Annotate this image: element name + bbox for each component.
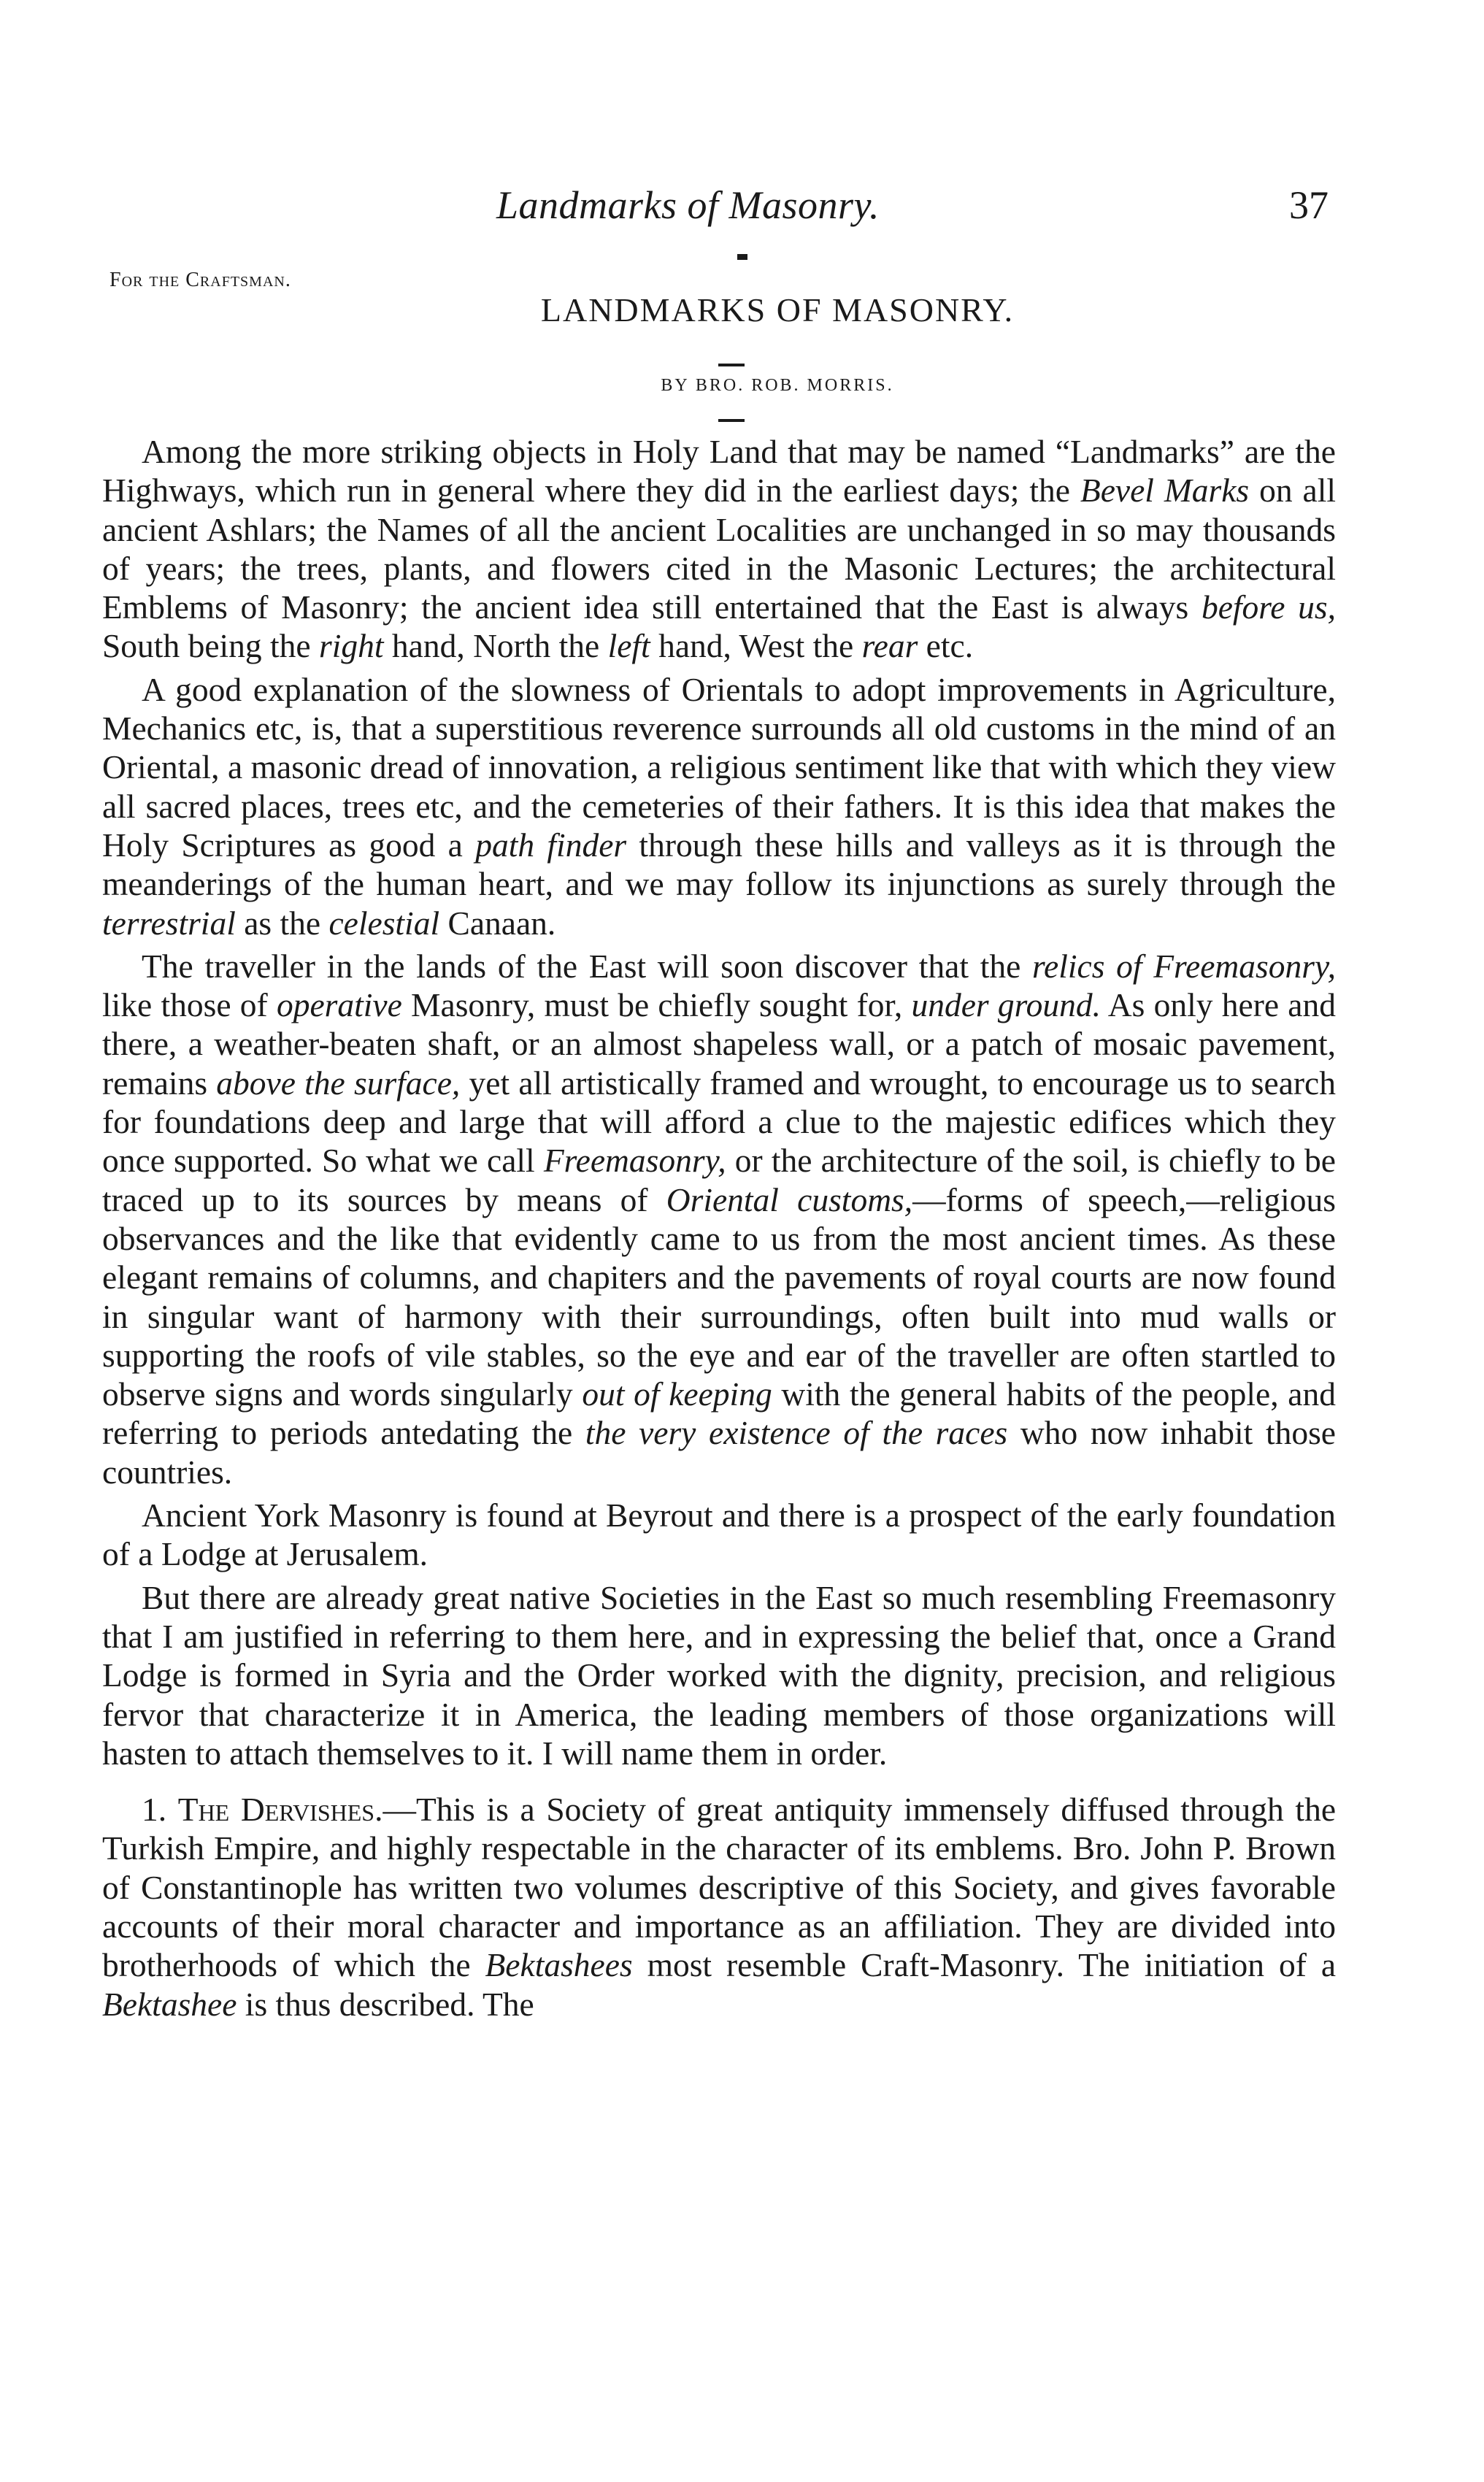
emphasis: under ground. <box>911 986 1102 1024</box>
text-run: like those of <box>102 986 277 1024</box>
emphasis: left <box>607 627 650 665</box>
emphasis: Oriental customs, <box>666 1180 913 1218</box>
running-head <box>102 182 1329 241</box>
text-run: with the general habits of the people, and referring to periods antedating the <box>102 1375 1336 1452</box>
section-heading: The Dervishes. <box>177 1791 383 1829</box>
emphasis: terrestrial <box>102 904 236 942</box>
text-run: A good explanation of the slowness of Orientals to adopt improvements in Agriculture, Mechanics etc, is, that a superstitious reverence surrounds all old customs in the mind of an Oriental, a masonic dread of innovation, a religious sentiment like that with which they view all sacred places, trees etc, and the cemeteries of their fathers. It is this idea that makes the Holy Scriptures as good a <box>102 670 1336 864</box>
text-run: as the <box>235 904 329 942</box>
emphasis: Bektashees <box>485 1946 633 1984</box>
byline-rule <box>718 419 745 422</box>
emphasis: out of keeping <box>582 1375 772 1413</box>
text-run: who now inhabit those countries. <box>102 1414 1336 1491</box>
text-run: hand, West the <box>650 627 862 665</box>
text-run: on all ancient Ashlars; the Names of all the ancient Localities are unchanged in so may thousands of years; the trees, plants, and flowers cited in the Masonic Lectures; the architectural Emblems of Masonry; the ancient idea still entertained that the East is always <box>102 472 1337 626</box>
text-run: or the architecture of the soil, is chiefly to be traced up to its sources by means of <box>102 1142 1336 1218</box>
text-run: The traveller in the lands of the East will soon discover that the <box>142 947 1033 985</box>
paragraph-5: But there are already great native Societies in the East so much resembling Freemasonry that I am justified in referring to them here, and in expressing the belief that, once a Grand Lodge is formed in Syria and the Order worked with the dignity, precision, and religious fervor that characterize it in America, the leading members of those organizations will hasten to attach themselves to it. I will name them in order. <box>102 1578 1336 1772</box>
text-run: Canaan. <box>439 904 556 942</box>
article-body <box>102 432 1336 2024</box>
page-number: 37 <box>1289 183 1329 227</box>
text-run: South being the <box>102 627 319 665</box>
text-run: etc. <box>918 627 974 665</box>
paragraph-3 <box>102 947 1336 1491</box>
emphasis: Bektashee <box>102 1985 237 2023</box>
paragraph-6 <box>102 1790 1336 2024</box>
emphasis: before us, <box>1201 588 1336 626</box>
emphasis: relics of Freemasonry, <box>1032 947 1336 985</box>
emphasis: operative <box>276 986 402 1024</box>
paragraph-1 <box>102 432 1336 666</box>
emphasis: Freemasonry, <box>543 1142 726 1180</box>
emphasis: rear <box>861 627 918 665</box>
text-run: Among the more striking objects in Holy Land that may be named “Landmarks” are the Highways, which run in general where they did in the earliest days; the <box>102 433 1336 510</box>
emphasis: Bevel Marks <box>1080 472 1250 510</box>
text-run: through these hills and valleys as it is through the meanderings of the human heart, and we may follow its injunctions as surely through the <box>102 826 1336 903</box>
source-note: For the Craftsman. <box>109 269 291 291</box>
byline: BY BRO. ROB. MORRIS. <box>661 376 894 395</box>
paragraph-2 <box>102 670 1336 942</box>
text-run: yet all artistically framed and wrought, to encourage us to search for foundations deep and large that will afford a clue to the majestic edifices which they once supported. So what we call <box>102 1064 1336 1180</box>
running-title: Landmarks of Masonry. <box>496 183 880 227</box>
ornament-dash <box>737 254 747 260</box>
title-rule <box>718 364 745 366</box>
article-title: LANDMARKS OF MASONRY. <box>540 291 1015 328</box>
emphasis: celestial <box>328 904 440 942</box>
text-run: Masonry, must be chiefly sought for, <box>401 986 912 1024</box>
text-run: —This is a Society of great antiquity immensely diffused through the Turkish Empire, and highly respectable in the character of its emblems. Bro. John P. Brown of Constantinople has written two volumes descriptive of this Society, and gives favorable accounts of their moral character and importance as an affiliation. They are divided into brotherhoods of which the <box>102 1791 1337 1984</box>
paragraph-4: Ancient York Masonry is found at Beyrout and there is a prospect of the early foundation of a Lodge at Jerusalem. <box>102 1496 1336 1573</box>
text-run: —forms of speech,—religious observances and the like that evidently came to us from the most ancient times. As these elegant remains of columns, and chapiters and the pavements of royal courts are now found in singular want of harmony with their surroundings, often built into mud walls or supporting the roofs of vile stables, so the eye and ear of the traveller are often startled to observe signs and words singularly <box>102 1180 1337 1413</box>
emphasis: the very existence of the races <box>585 1414 1008 1452</box>
emphasis: right <box>319 627 384 665</box>
text-run: As only here and there, a weather-beaten shaft, or an almost shapeless wall, or a patch of mosaic pavement, remains <box>102 986 1337 1102</box>
text-run: most resemble Craft-Masonry. The initiation of a <box>632 1946 1337 1984</box>
section-number: 1. <box>142 1791 178 1829</box>
text-run: is thus described. The <box>237 1985 534 2023</box>
text-run: hand, North the <box>383 627 608 665</box>
emphasis: path finder <box>475 826 627 864</box>
emphasis: above the surface, <box>216 1064 461 1102</box>
